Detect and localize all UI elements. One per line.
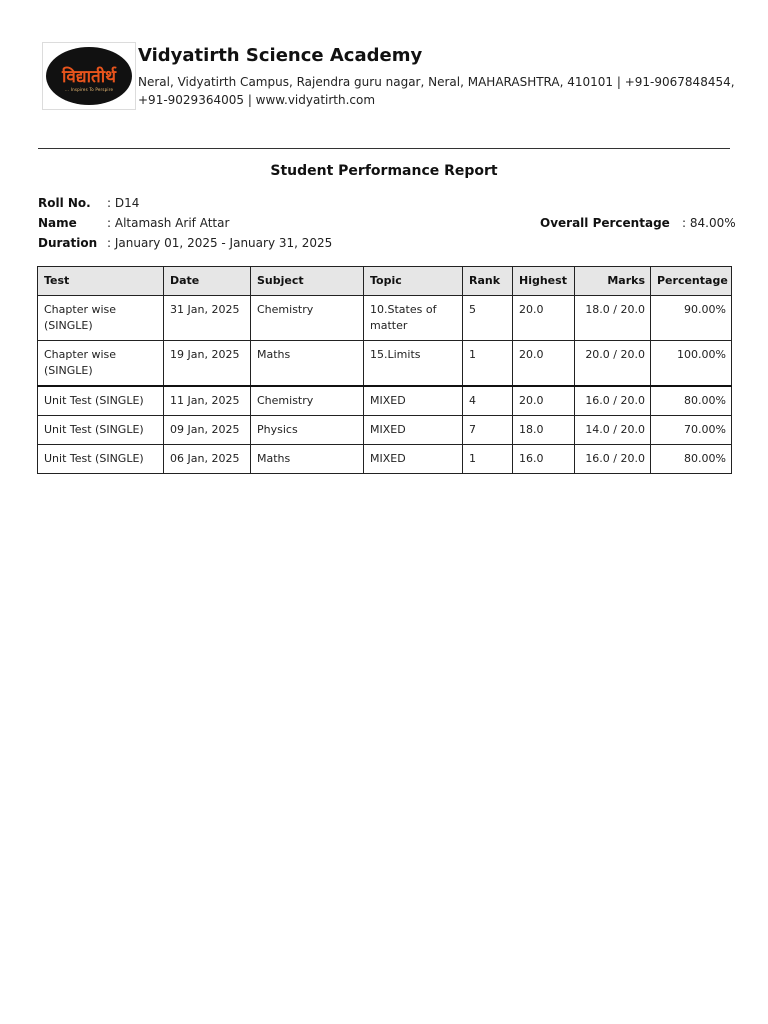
cell-subject: Chemistry (251, 386, 364, 416)
report-header (42, 42, 735, 112)
overall-percentage-label: Overall Percentage (540, 216, 670, 230)
table-row (38, 445, 732, 474)
cell-date: 19 Jan, 2025 (164, 341, 251, 387)
student-name-label: Name (38, 216, 77, 230)
institute-address (138, 73, 738, 109)
cell-rank: 4 (463, 386, 513, 416)
cell-highest: 16.0 (513, 445, 575, 474)
address-line-1: Neral, Vidyatirth Campus, Rajendra guru nagar, Neral, MAHARASHTRA, 410101 | +91-9067848454, (138, 75, 735, 89)
cell-percentage: 80.00% (651, 386, 732, 416)
cell-highest: 20.0 (513, 341, 575, 387)
cell-percentage: 70.00% (651, 416, 732, 445)
overall-percentage-value: : 84.00% (682, 216, 736, 230)
results-table (37, 266, 732, 474)
logo-badge (46, 47, 132, 105)
cell-rank: 5 (463, 296, 513, 341)
cell-marks: 18.0 / 20.0 (575, 296, 651, 341)
academy-logo (42, 42, 136, 110)
cell-date: 09 Jan, 2025 (164, 416, 251, 445)
header-divider (38, 148, 730, 149)
cell-marks: 16.0 / 20.0 (575, 445, 651, 474)
column-header-rank: Rank (463, 267, 513, 296)
cell-subject: Maths (251, 445, 364, 474)
institute-name: Vidyatirth Science Academy (138, 45, 423, 66)
cell-marks: 16.0 / 20.0 (575, 386, 651, 416)
cell-topic: 10.States of matter (364, 296, 463, 341)
cell-topic: 15.Limits (364, 341, 463, 387)
column-header-percentage: Percentage (651, 267, 732, 296)
cell-test: Unit Test (SINGLE) (38, 445, 164, 474)
cell-rank: 1 (463, 341, 513, 387)
table-header-row (38, 267, 732, 296)
logo-text: विद्यातीर्थ (62, 67, 116, 87)
cell-percentage: 80.00% (651, 445, 732, 474)
cell-subject: Physics (251, 416, 364, 445)
column-header-subject: Subject (251, 267, 364, 296)
duration-value: : January 01, 2025 - January 31, 2025 (107, 236, 333, 250)
cell-rank: 7 (463, 416, 513, 445)
cell-test: Chapter wise (SINGLE) (38, 341, 164, 387)
roll-number-label: Roll No. (38, 196, 91, 210)
cell-topic: MIXED (364, 386, 463, 416)
cell-highest: 20.0 (513, 386, 575, 416)
column-header-test: Test (38, 267, 164, 296)
column-header-date: Date (164, 267, 251, 296)
cell-test: Unit Test (SINGLE) (38, 386, 164, 416)
logo-tagline: ... Inspires To Perspire (64, 87, 114, 92)
cell-marks: 14.0 / 20.0 (575, 416, 651, 445)
table-row (38, 386, 732, 416)
roll-number-value: : D14 (107, 196, 140, 210)
cell-marks: 20.0 / 20.0 (575, 341, 651, 387)
cell-percentage: 90.00% (651, 296, 732, 341)
report-title: Student Performance Report (270, 163, 498, 179)
cell-subject: Chemistry (251, 296, 364, 341)
column-header-highest: Highest (513, 267, 575, 296)
cell-test: Unit Test (SINGLE) (38, 416, 164, 445)
student-name-value: : Altamash Arif Attar (107, 216, 230, 230)
cell-rank: 1 (463, 445, 513, 474)
column-header-topic: Topic (364, 267, 463, 296)
cell-highest: 20.0 (513, 296, 575, 341)
cell-topic: MIXED (364, 445, 463, 474)
duration-label: Duration (38, 236, 98, 250)
column-header-marks: Marks (575, 267, 651, 296)
cell-date: 31 Jan, 2025 (164, 296, 251, 341)
cell-test: Chapter wise (SINGLE) (38, 296, 164, 341)
table-row (38, 416, 732, 445)
cell-date: 11 Jan, 2025 (164, 386, 251, 416)
table-row (38, 296, 732, 341)
cell-percentage: 100.00% (651, 341, 732, 387)
cell-topic: MIXED (364, 416, 463, 445)
address-line-2: +91-9029364005 | www.vidyatirth.com (138, 93, 376, 107)
cell-highest: 18.0 (513, 416, 575, 445)
cell-subject: Maths (251, 341, 364, 387)
cell-date: 06 Jan, 2025 (164, 445, 251, 474)
table-row (38, 341, 732, 387)
